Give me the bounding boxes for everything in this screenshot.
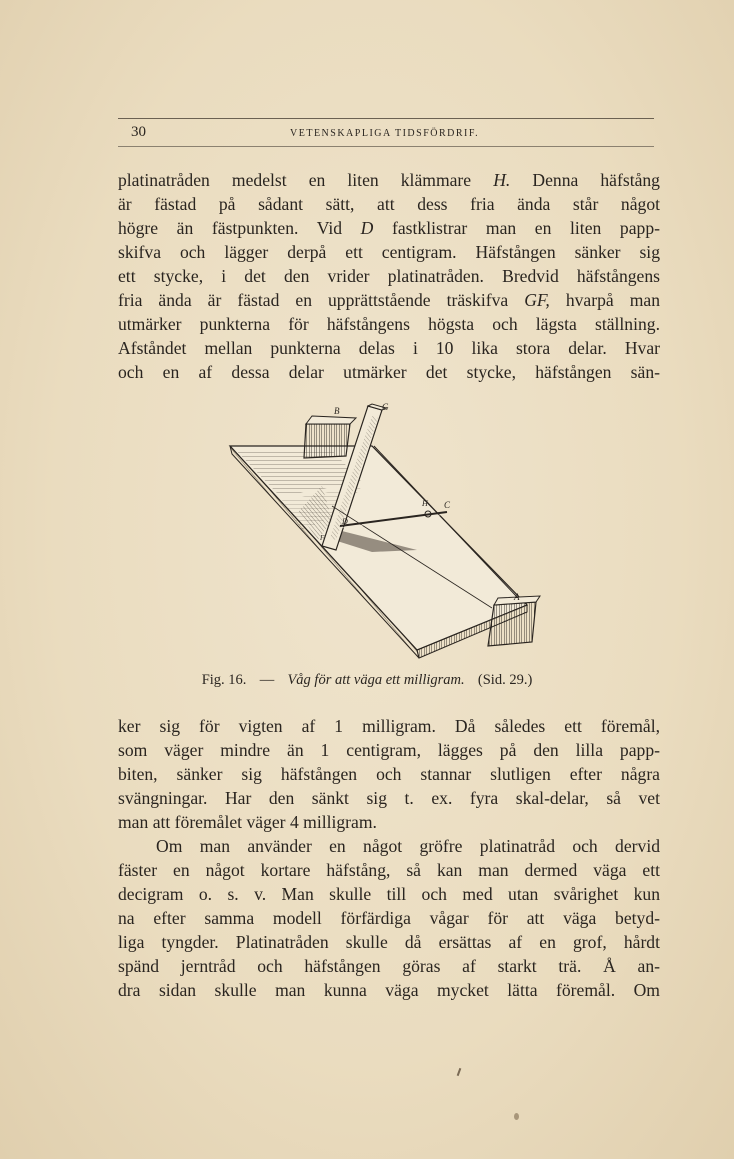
label-g: G — [382, 402, 389, 412]
label-b: B — [334, 406, 340, 416]
caption-title: Våg för att väga ett milligram. — [287, 672, 465, 688]
label-a: A — [514, 592, 520, 602]
text-line: och en af dessa delar utmärker det stycke, häfstången sän- — [118, 362, 660, 382]
caption-fig-label: Fig. 16. — [201, 672, 247, 688]
text-line: platinatråden medelst en liten klämmare H. Denna häfstång — [118, 170, 660, 190]
text-line: högre än fästpunkten. Vid D fastklistrar man en liten papp- — [118, 218, 660, 238]
text-line: na efter samma modell förfärdiga vågar för att väga betyd- — [118, 908, 660, 928]
text-line: spänd jerntråd och häfstången göras af starkt trä. Å an- — [118, 956, 660, 976]
text-line: ker sig för vigten af 1 milligram. Då således ett föremål, — [118, 716, 660, 736]
text-line: dra sidan skulle man kunna väga mycket lätta föremål. Om — [118, 980, 660, 1000]
text-line: man att föremålet väger 4 milligram. — [118, 812, 377, 832]
caption-page-ref: (Sid. 29.) — [477, 672, 533, 688]
page-number: 30 — [131, 124, 146, 140]
text-line: utmärker punkterna för häfstångens högsta och lägsta ställning. — [118, 314, 660, 334]
balance-engraving — [222, 400, 552, 665]
text-line: svängningar. Har den sänkt sig t. ex. fyra skal-delar, så vet — [118, 788, 660, 808]
figure-caption — [0, 672, 734, 689]
text-line: biten, sänker sig häfstången och stannar slutligen efter några — [118, 764, 660, 784]
paragraph-1 — [118, 168, 660, 384]
label-c: C — [444, 500, 451, 510]
text-line: liga tyngder. Platinatråden skulle då ersättas af en grof, hårdt — [118, 932, 660, 952]
text-line: Om man använder en något gröfre platinatråd och dervid — [156, 836, 660, 856]
text-line: är fästad på sådant sätt, att dess fria ända står något — [118, 194, 660, 214]
block-a — [488, 602, 536, 646]
caption-dash: — — [259, 672, 275, 688]
text-line: skifva och lägger derpå ett centigram. Häfstången sänker sig — [118, 242, 660, 262]
text-line: som väger mindre än 1 centigram, lägges på den lilla papp- — [118, 740, 660, 760]
header-rule-lower — [118, 146, 654, 147]
stray-stain — [514, 1113, 519, 1120]
text-line: decigram o. s. v. Man skulle till och med utan svårighet kun — [118, 884, 660, 904]
stray-ink-mark — [457, 1068, 462, 1076]
block-b — [304, 424, 350, 458]
text-line: fäster en något kortare häfstång, så kan man dermed väga ett — [118, 860, 660, 880]
text-line: Afståndet mellan punkterna delas i 10 lika stora delar. Hvar — [118, 338, 660, 358]
header-rule — [118, 118, 654, 119]
paragraph-2 — [118, 714, 660, 1002]
text-line: fria ända är fästad en upprättstående träskifva GF, hvarpå man — [118, 290, 660, 310]
label-f: F — [320, 534, 325, 542]
label-h: H — [422, 499, 428, 508]
text-line: ett stycke, i det den vrider platinatråden. Bredvid häfstångens — [118, 266, 660, 286]
label-d: D — [342, 517, 348, 526]
running-head: VETENSKAPLIGA TIDSFÖRDRIF. — [290, 128, 480, 139]
figure-16-balance-illustration — [222, 400, 552, 665]
